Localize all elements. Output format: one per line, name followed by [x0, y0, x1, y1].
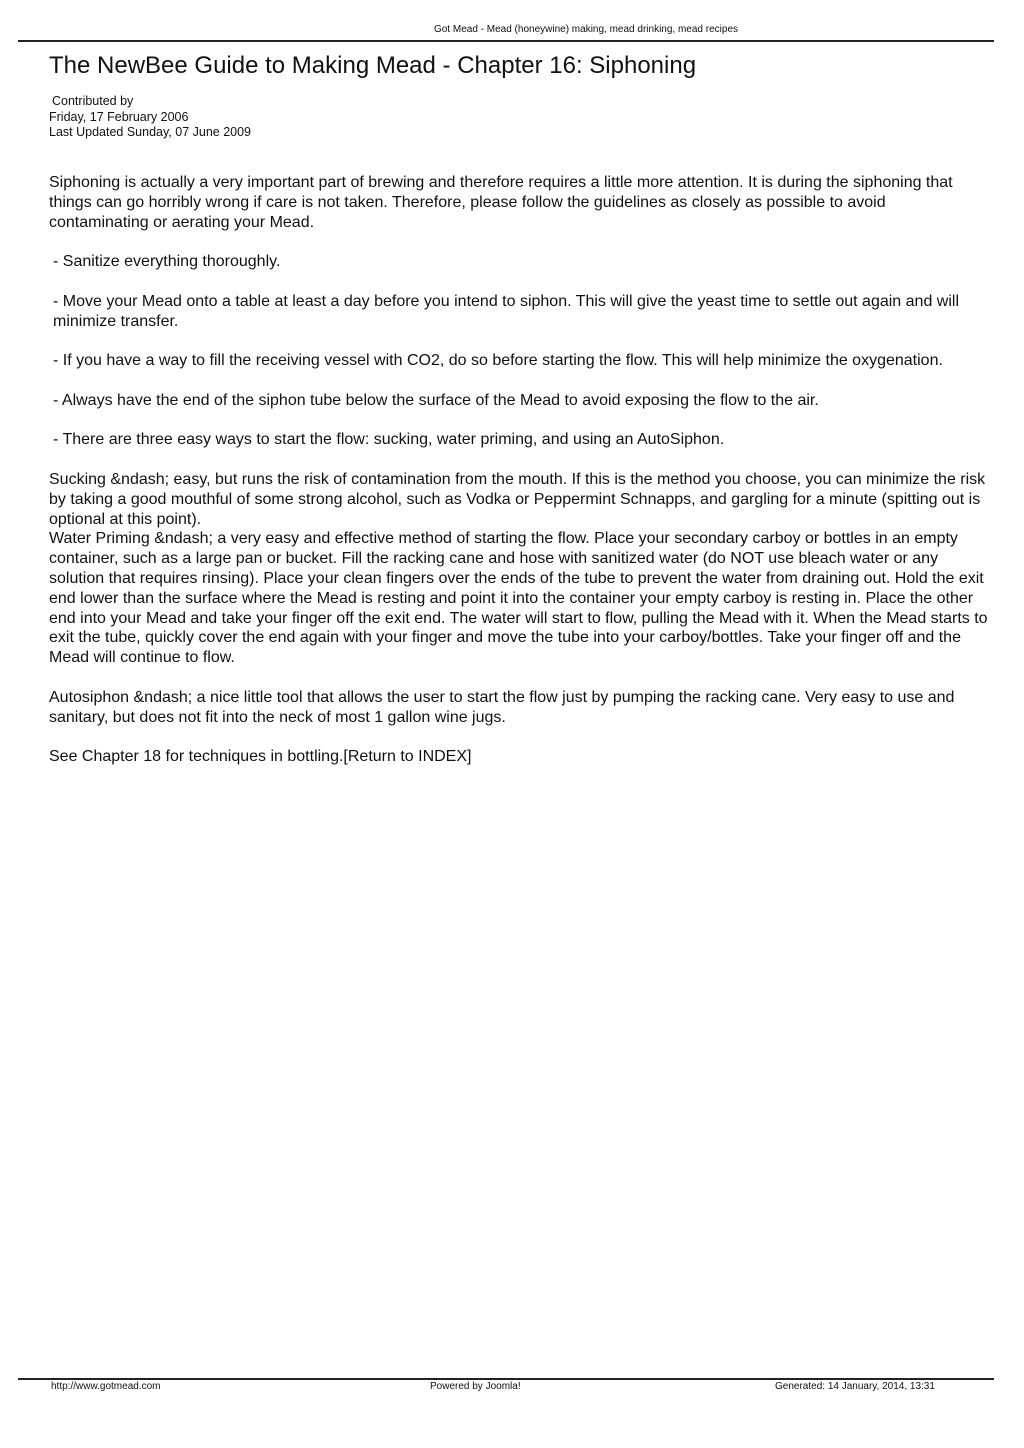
intro-paragraph: Siphoning is actually a very important part of brewing and therefore requires a little more attention. It is during the siphoning that things can go horribly wrong if care is not taken. Therefore, please follow the guidelines as closely as possible to avoid contaminating or aerating your Mead. [49, 174, 953, 231]
last-updated: Last Updated Sunday, 07 June 2009 [49, 125, 252, 139]
closing-paragraph [49, 747, 989, 767]
header-divider [18, 40, 994, 42]
contributed-by: Contributed by [52, 94, 134, 108]
article-body [49, 173, 989, 787]
article-title: The NewBee Guide to Making Mead - Chapter 16: Siphoning [49, 52, 697, 79]
footer-generated-date: Generated: 14 January, 2014, 13:31 [775, 1381, 935, 1392]
list-item: - Always have the end of the siphon tube below the surface of the Mead to avoid exposing the flow to the air. [53, 391, 819, 409]
footer-site-url[interactable]: http://www.gotmead.com [51, 1381, 161, 1392]
return-to-index-link[interactable]: [Return to INDEX] [343, 748, 472, 766]
water-priming-method-paragraph: Water Priming &ndash; a very easy and effective method of starting the flow. Place your secondary carboy or bottles in an empty container, such as a large pan or bucket. Fill the racking cane and hose with sanitized water (do NOT use bleach water or any solution that requires rinsing). Place your clean fingers over the ends of the tube to prevent the water from draining out. Hold the exit end lower than the surface where the Mead is resting and point it into the container your empty carboy is resting in. Place the other end into your Mead and take your finger off the exit end. The water will start to flow, pulling the Mead with it. When the Mead starts to exit the tube, quickly cover the end again with your finger and move the tube into your carboy/bottles. Take your finger off and the Mead will continue to flow. [49, 530, 988, 667]
list-item: - Sanitize everything thoroughly. [53, 253, 281, 271]
list-item: - There are three easy ways to start the flow: sucking, water priming, and using an AutoSiphon. [53, 431, 725, 449]
footer-powered-by: Powered by Joomla! [430, 1381, 521, 1392]
closing-text: See Chapter 18 for techniques in bottling. [49, 748, 344, 766]
list-item: - Move your Mead onto a table at least a day before you intend to siphon. This will give the yeast time to settle out again and will minimize transfer. [53, 292, 959, 330]
site-header-title: Got Mead - Mead (honeywine) making, mead drinking, mead recipes [433, 24, 739, 35]
list-item: - If you have a way to fill the receiving vessel with CO2, do so before starting the flow. This will help minimize the oxygenation. [53, 352, 943, 370]
article-meta [49, 94, 251, 141]
footer-divider [18, 1378, 994, 1380]
created-date: Friday, 17 February 2006 [49, 109, 189, 124]
sucking-method-paragraph: Sucking &ndash; easy, but runs the risk of contamination from the mouth. If this is the method you choose, you can minimize the risk by taking a good mouthful of some strong alcohol, such as Vodka or Peppermint Schnapps, and gargling for a minute (spitting out is optional at this point). [49, 470, 986, 528]
autosiphon-method-paragraph: Autosiphon &ndash; a nice little tool that allows the user to start the flow just by pumping the racking cane. Very easy to use and sanitary, but does not fit into the neck of most 1 gallon wine jugs. [49, 688, 955, 726]
